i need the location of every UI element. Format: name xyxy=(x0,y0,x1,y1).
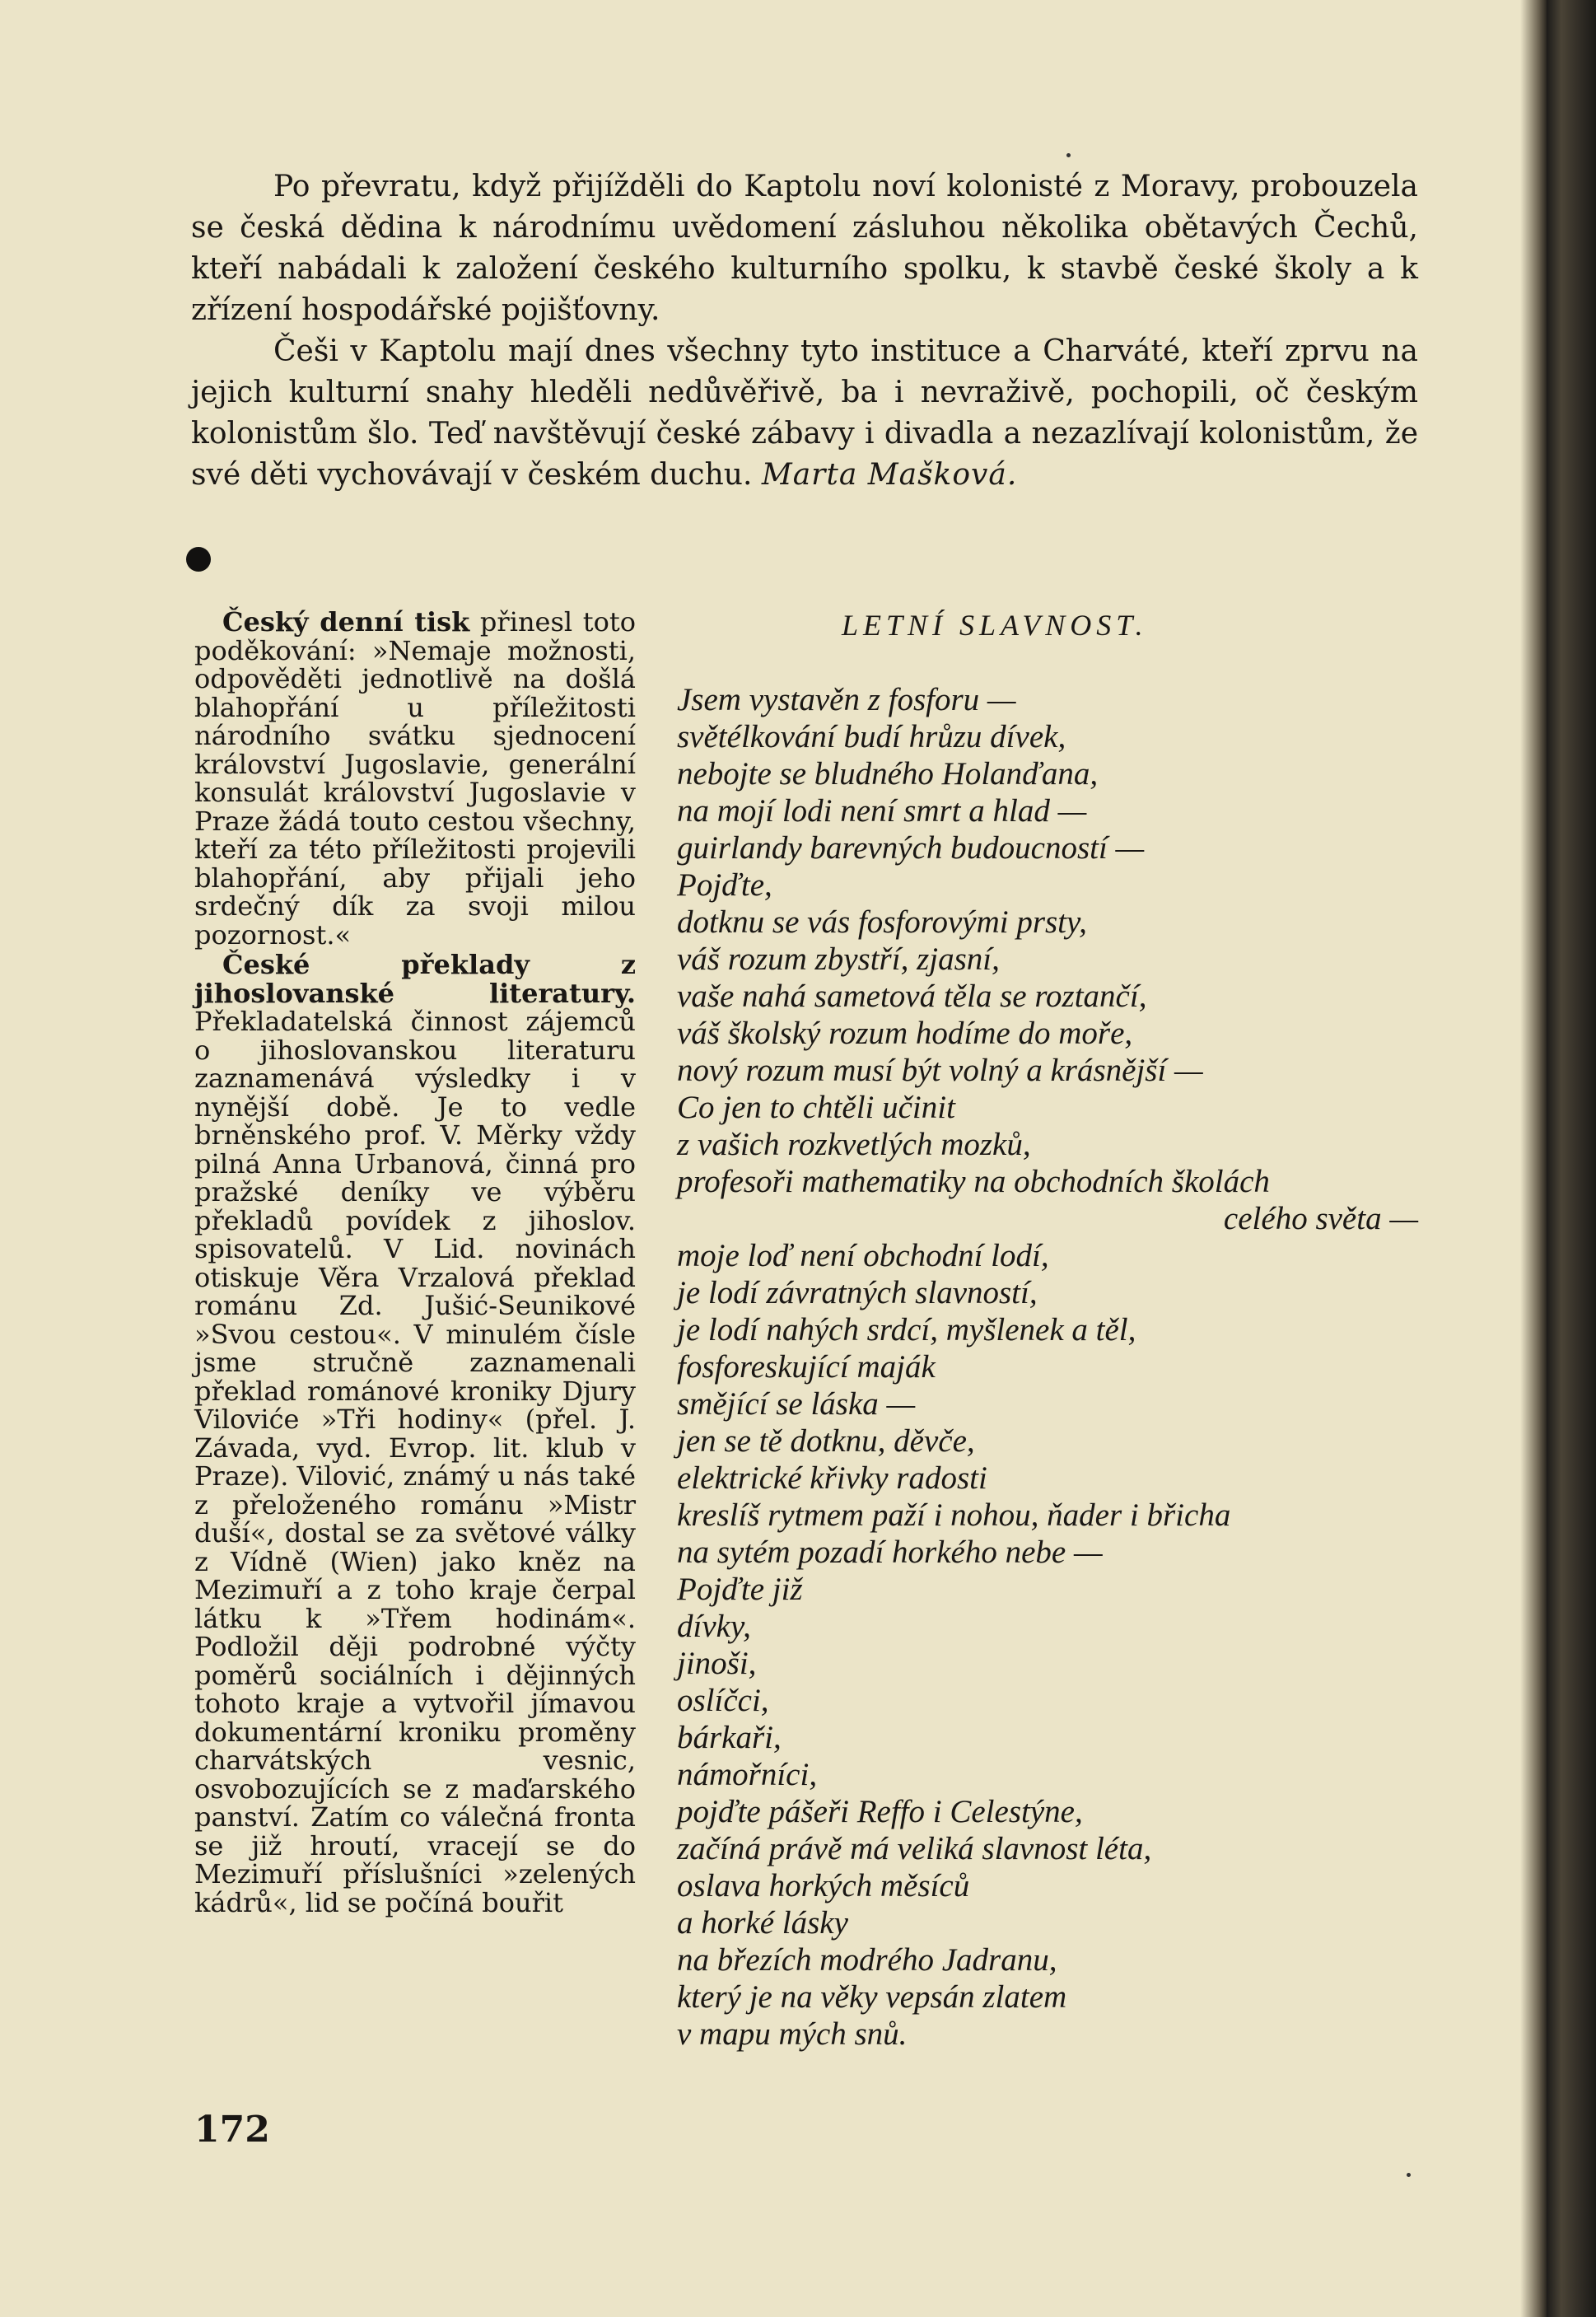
poem-line: na březích modrého Jadranu, xyxy=(677,1942,1057,1978)
news-column xyxy=(194,608,636,1918)
author-signature: Marta Mašková. xyxy=(761,458,1018,492)
poem-line: profesoři mathematiky na obchodních školách xyxy=(677,1164,1270,1199)
poem-line: oslíčci, xyxy=(677,1683,769,1718)
poem-line: vaše nahá sametová těla se roztančí, xyxy=(677,979,1147,1014)
news-item-translations-heading: České překlady z jihoslovanské literatury. xyxy=(194,949,636,1009)
poem-line: celého světa — xyxy=(1223,1201,1418,1236)
scan-edge xyxy=(1547,0,1596,2317)
news-item-thanks-text: přinesl toto poděkování: »Nemaje možnosti, odpověděti jednotlivě na došlá blahopřání u příležitosti národního svátku sjednocení království Jugoslavie, generální konsulát království Jugoslavie v Praze žádá touto cestou všechny, kteří za této příležitosti projevili blahopřání, aby přijali jeho srdečný dík za svoji milou pozornost.« xyxy=(194,606,636,951)
poem-line: v mapu mých snů. xyxy=(677,2016,908,2052)
poem-line: na sytém pozadí horkého nebe — xyxy=(677,1535,1103,1570)
poem-line: který je na věky vepsán zlatem xyxy=(677,1979,1067,2015)
news-item-thanks-heading: Český denní tisk xyxy=(222,606,470,638)
intro-paragraph-2 xyxy=(191,331,1418,496)
poem-line: je lodí závratných slavností, xyxy=(677,1275,1038,1310)
poem-line: nebojte se bludného Holanďana, xyxy=(677,756,1099,792)
poem-line: z vašich rozkvetlých mozků, xyxy=(677,1127,1031,1162)
poem-line: Pojďte již xyxy=(677,1572,803,1607)
poem-line: začíná právě má veliká slavnost léta, xyxy=(677,1831,1152,1866)
poem-line: guirlandy barevných budoucností — xyxy=(677,830,1145,866)
poem-line: Pojďte, xyxy=(677,867,772,903)
poem-title: LETNÍ SLAVNOST. xyxy=(842,609,1148,642)
poem-line: bárkaři, xyxy=(677,1720,782,1755)
page-fold-shadow xyxy=(1520,0,1547,2317)
poem-line: váš školský rozum hodíme do moře, xyxy=(677,1016,1133,1051)
poem-body xyxy=(677,681,1418,2053)
news-item-translations-text: Překladatelská činnost zájemců o jihoslovanskou literaturu zaznamenává výsledky i v nynější době. Je to vedle brněnského prof. V. Měrky vždy pilná Anna Urbanová, činná pro pražské deníky ve výběru překladů povídek z jihoslov. spisovatelů. V Lid. novinách otiskuje Věra Vrzalová překlad románu Zd. Jušić-Seunikové »Svou cestou«. V minulém čísle jsme stručně zaznamenali překlad románové kroniky Djury Viloviće »Tři hodiny« (přel. J. Závada, vyd. Evrop. lit. klub v Praze). Vilović, známý u nás také z přeloženého románu »Mistr duší«, dostal se za světové války z Vídně (Wien) jako kněz na Mezimuří a z toho kraje čerpal látku k »Třem hodinám«. Podložil ději podrobné výčty poměrů sociálních i dějinných tohoto kraje a vytvořil jímavou dokumentární kroniku proměny charvátských vesnic, osvobozujících se z maďarského panství. Zatím co válečná fronta se již hroutí, vracejí se do Mezimuří příslušníci »zelených kádrů«, lid se počíná bouřit xyxy=(194,1006,636,1918)
poem-line: moje loď není obchodní lodí, xyxy=(677,1238,1049,1273)
poem-line: jen se tě dotknu, děvče, xyxy=(677,1423,975,1459)
poem-line: pojďte pášeři Reffo i Celestýne, xyxy=(677,1794,1083,1829)
intro-paragraph-2-text: Češi v Kaptolu mají dnes všechny tyto instituce a Charváté, kteří zprvu na jejich kulturní snahy hleděli nedůvěřivě, ba i nevraživě, pochopili, oč českým kolonistům šlo. Teď navštěvují české zábavy i divadla a nezazlívají kolonistům, že své děti vychovávají v českém duchu. xyxy=(191,334,1418,492)
poem-line: nový rozum musí být volný a krásnější — xyxy=(677,1053,1203,1088)
poem-line: elektrické křivky radosti xyxy=(677,1460,987,1496)
intro-paragraph-1: Po převratu, když přijížděli do Kaptolu noví kolonisté z Moravy, probouzela se česká dědina k národnímu uvědomení zásluhou několika obětavých Čechů, kteří nabádali k založení českého kulturního spolku, k stavbě české školy a k zřízení hospodářské pojišťovny. xyxy=(191,170,1418,327)
poem-line: váš rozum zbystří, zjasní, xyxy=(677,941,1000,977)
poem-line: na mojí lodi není smrt a hlad — xyxy=(677,793,1087,829)
poem-line: kreslíš rytmem paží i nohou, ňader i břicha xyxy=(677,1497,1231,1533)
poem-line: smějící se láska — xyxy=(677,1386,916,1422)
news-item-thanks xyxy=(194,608,636,949)
section-bullet-icon xyxy=(186,547,211,572)
paper-speck xyxy=(1066,153,1071,157)
intro-section xyxy=(191,166,1418,496)
poem-line: jinoši, xyxy=(677,1646,757,1681)
news-item-translations xyxy=(194,951,636,1917)
poem-line: světélkování budí hrůzu dívek, xyxy=(677,719,1066,754)
poem-line: oslava horkých měsíců xyxy=(677,1868,970,1904)
poem-line: námořníci, xyxy=(677,1757,818,1792)
poem-line: je lodí nahých srdcí, myšlenek a těl, xyxy=(677,1312,1136,1348)
page-number: 172 xyxy=(194,2109,270,2151)
poem-line: fosforeskující maják xyxy=(677,1349,936,1385)
poem-line: a horké lásky xyxy=(677,1905,848,1941)
poem-line: dívky, xyxy=(677,1609,751,1644)
poem-line: Co jen to chtěli učinit xyxy=(677,1090,955,1125)
poem-line: dotknu se vás fosforovými prsty, xyxy=(677,904,1087,940)
poem-line: Jsem vystavěn z fosforu — xyxy=(677,682,1016,717)
paper-speck xyxy=(1407,2173,1411,2177)
